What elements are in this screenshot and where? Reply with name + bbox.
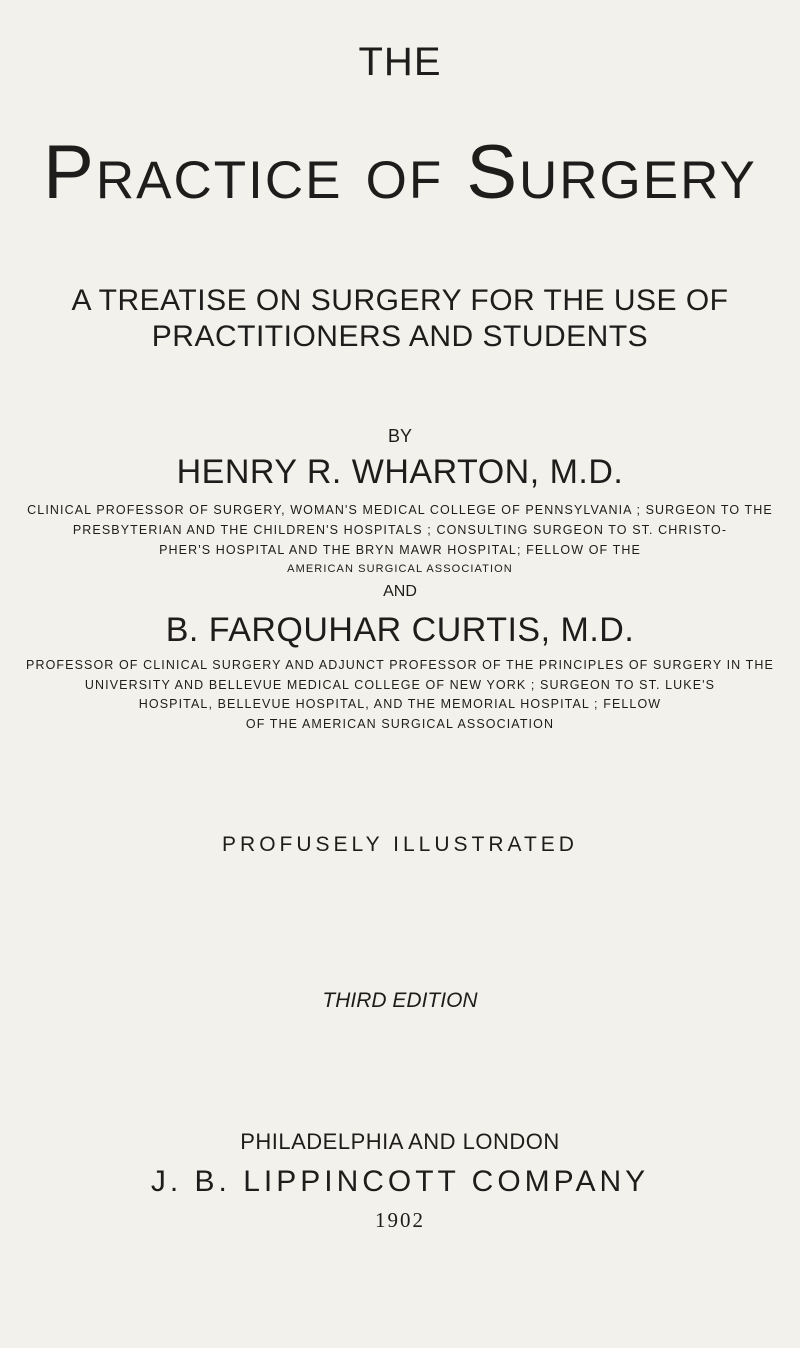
author-name: B. FARQUHAR CURTIS, M.D. xyxy=(165,611,635,649)
illustrated-note: PROFUSELY ILLUSTRATED xyxy=(222,833,578,856)
edition-label: THIRD EDITION xyxy=(322,989,478,1012)
publisher-name: J. B. LIPPINCOTT COMPANY xyxy=(150,1165,650,1198)
author-credentials-line: PRESBYTERIAN AND THE CHILDREN'S HOSPITALS ; CONSULTING SURGEON TO ST. CHRISTO- xyxy=(72,523,728,537)
author-credentials-line: PHER'S HOSPITAL AND THE BRYN MAWR HOSPITAL; FELLOW OF THE xyxy=(159,543,641,557)
title-prefix: THE xyxy=(358,40,442,84)
book-title: Practice of Surgery xyxy=(43,130,757,215)
publisher-cities: PHILADELPHIA AND LONDON xyxy=(240,1129,560,1154)
author-credentials-line: OF THE AMERICAN SURGICAL ASSOCIATION xyxy=(245,717,555,731)
author-credentials-line: PROFESSOR OF CLINICAL SURGERY AND ADJUNCT PROFESSOR OF THE PRINCIPLES OF SURGERY IN THE xyxy=(26,658,774,672)
author-credentials-line: HOSPITAL, BELLEVUE HOSPITAL, AND THE MEMORIAL HOSPITAL ; FELLOW xyxy=(138,697,662,711)
author-name: HENRY R. WHARTON, M.D. xyxy=(176,453,624,491)
by-label: BY xyxy=(387,426,412,446)
and-label: AND xyxy=(383,583,417,600)
publication-year: 1902 xyxy=(375,1208,425,1232)
author-credentials-line: CLINICAL PROFESSOR OF SURGERY, WOMAN'S MEDICAL COLLEGE OF PENNSYLVANIA ; SURGEON TO THE xyxy=(27,503,773,517)
author-credentials-line: UNIVERSITY AND BELLEVUE MEDICAL COLLEGE OF NEW YORK ; SURGEON TO ST. LUKE'S xyxy=(84,678,716,692)
subtitle-line: PRACTITIONERS AND STUDENTS xyxy=(151,320,649,353)
author-credentials-line: AMERICAN SURGICAL ASSOCIATION xyxy=(287,563,513,575)
subtitle-line: A TREATISE ON SURGERY FOR THE USE OF xyxy=(71,284,729,317)
